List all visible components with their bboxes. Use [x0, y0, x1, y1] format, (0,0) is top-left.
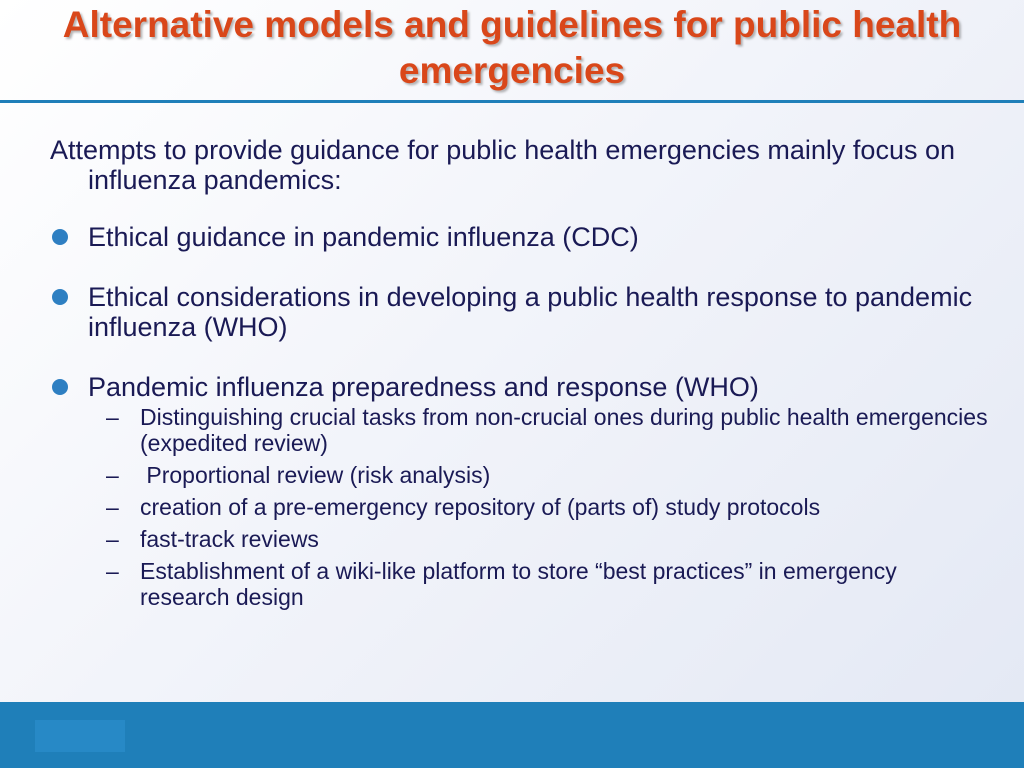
- bullet-item: [50, 372, 990, 402]
- sub-bullet-text: creation of a pre-emergency repository of (parts of) study protocols: [140, 494, 821, 520]
- dash-icon: –: [106, 494, 119, 520]
- footer-box: [35, 720, 125, 752]
- dash-icon: –: [106, 404, 119, 430]
- sub-bullet-item: [50, 494, 990, 520]
- bullet-item: [50, 222, 990, 252]
- slide-title: Alternative models and guidelines for public health emergencies: [62, 4, 962, 91]
- footer-bar: [0, 702, 1024, 768]
- slide-body: [50, 135, 990, 616]
- sub-bullet-item: [50, 462, 990, 488]
- sub-bullet-item: [50, 526, 990, 552]
- bullet-dot-icon: [52, 379, 68, 395]
- bullet-text: Pandemic influenza preparedness and response (WHO): [88, 372, 759, 402]
- sub-bullet-text: Proportional review (risk analysis): [140, 462, 491, 488]
- sub-bullet-item: [50, 558, 990, 610]
- bullet-text: Ethical guidance in pandemic influenza (CDC): [88, 222, 639, 252]
- intro-text: Attempts to provide guidance for public health emergencies mainly focus on influenza pandemics:: [50, 135, 956, 195]
- sub-bullet-list: [50, 404, 990, 610]
- sub-bullet-text: Distinguishing crucial tasks from non-crucial ones during public health emergencies (expedited review): [140, 404, 988, 456]
- bullet-item: [50, 282, 990, 342]
- dash-icon: –: [106, 526, 119, 552]
- sub-bullet-text: Establishment of a wiki-like platform to store “best practices” in emergency research design: [140, 558, 897, 610]
- dash-icon: –: [106, 558, 119, 584]
- sub-bullet-item: [50, 404, 990, 456]
- dash-icon: –: [106, 462, 119, 488]
- sub-bullet-text: fast-track reviews: [140, 526, 319, 552]
- bullet-dot-icon: [52, 289, 68, 305]
- bullet-text: Ethical considerations in developing a public health response to pandemic influenza (WHO): [88, 282, 973, 342]
- title-divider: [0, 100, 1024, 103]
- bullet-dot-icon: [52, 229, 68, 245]
